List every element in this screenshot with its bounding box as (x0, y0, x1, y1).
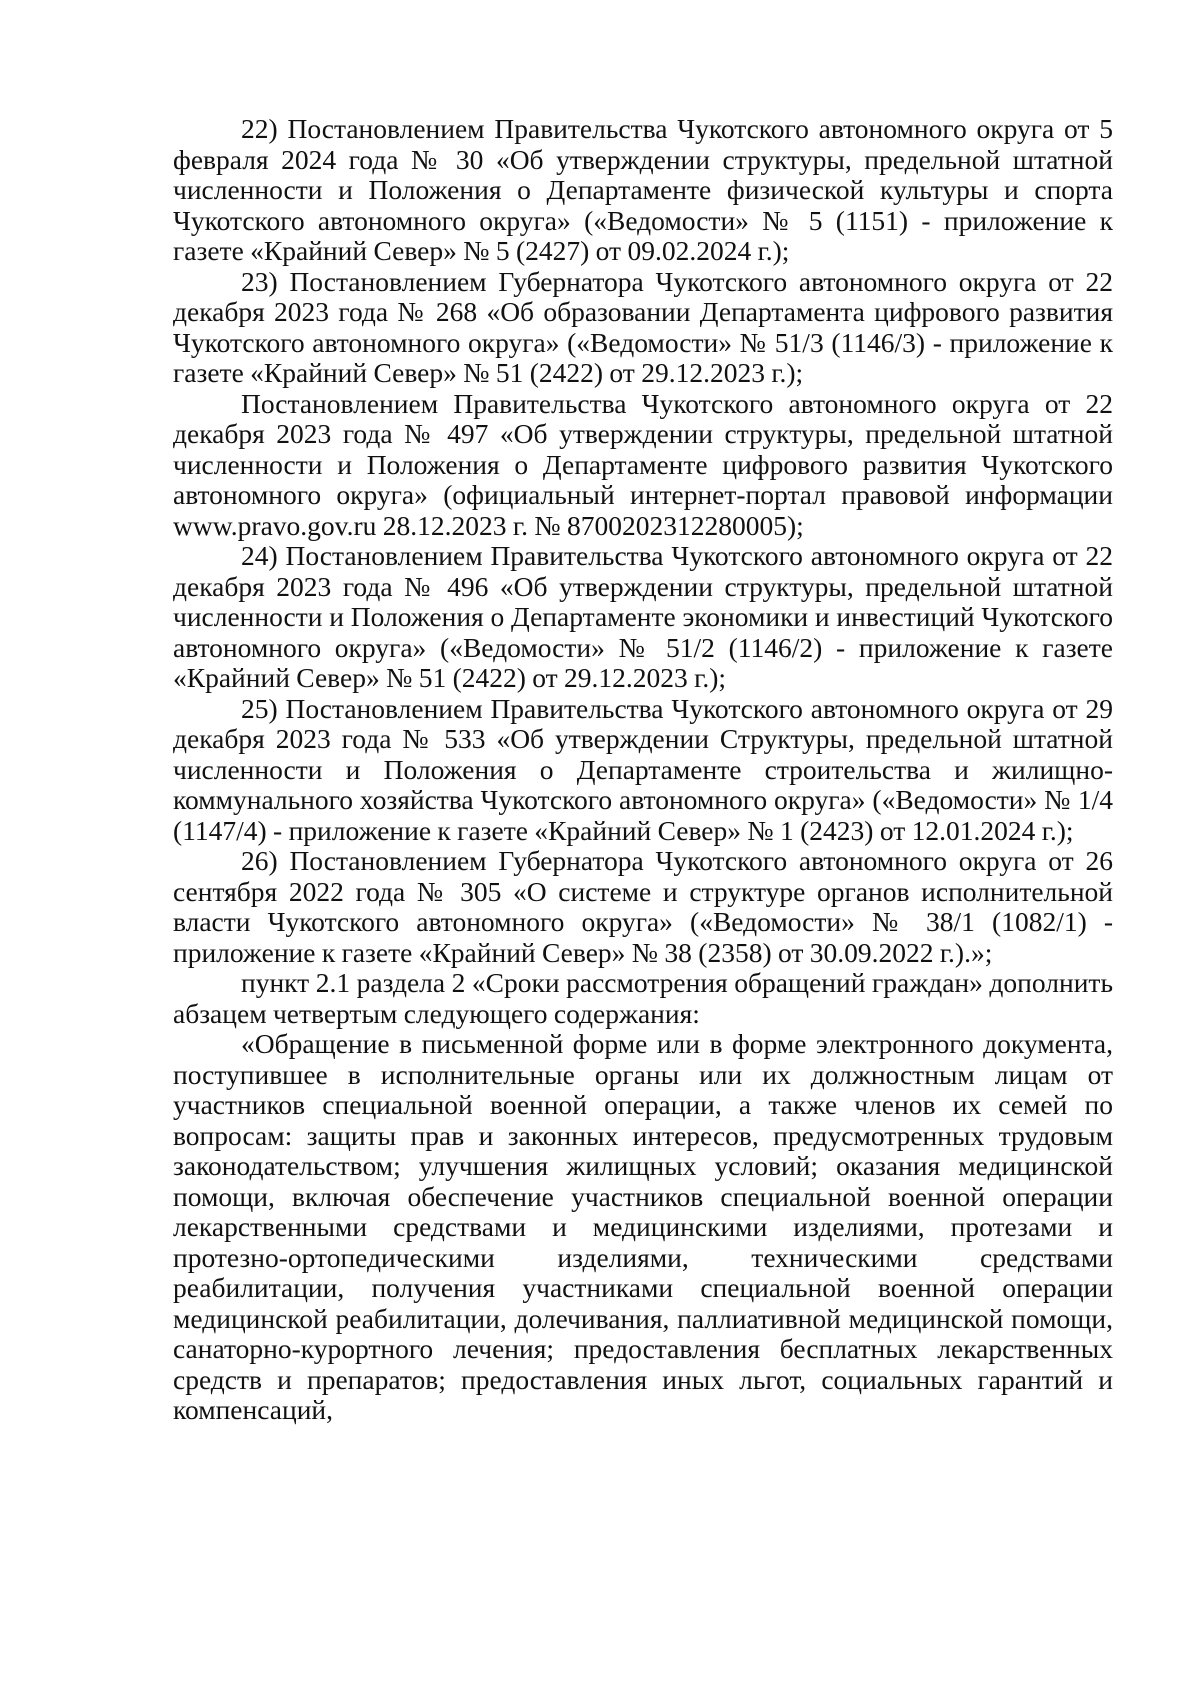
paragraph-item-23-continued: Постановлением Правительства Чукотского автономного округа от 22 декабря 2023 года № 497 «Об утверждении структуры, предельной штатной численности и Положения о Департаменте цифрового развития Чукотского автономного округа» (официальный интернет-портал правовой информации www.pravo.gov.ru 28.12.2023 г. № 8700202312280005); (173, 387, 1113, 541)
paragraph-amendment-text: «Обращение в письменной форме или в форме электронного документа, поступившее в исполнительные органы или их должностным лицам от участников специальной военной операции, а также членов их семей по вопросам: защиты прав и законных интересов, предусмотренных трудовым законодательством; улучшения жилищных условий; оказания медицинской помощи, включая обеспечение участников специальной военной операции лекарственными средствами и медицинскими изделиями, протезами и протезно-ортопедическими изделиями, техническими средствами реабилитации, получения участниками специальной военной операции медицинской реабилитации, долечивания, паллиативной медицинской помощи, санаторно-курортного лечения; предоставления бесплатных лекарственных средств и препаратов; предоставления иных льгот, социальных гарантий и компенсаций, (173, 1028, 1113, 1425)
paragraph-item-23: 23) Постановлением Губернатора Чукотского автономного округа от 22 декабря 2023 года № 268 «Об образовании Департамента цифрового развития Чукотского автономного округа» («Ведомости» № 51/3 (1146/3) - приложение к газете «Крайний Север» № 51 (2422) от 29.12.2023 г.); (173, 265, 1113, 388)
paragraph-item-26: 26) Постановлением Губернатора Чукотского автономного округа от 26 сентября 2022 года № 305 «О системе и структуре органов исполнительной власти Чукотского автономного округа» («Ведомости» № 38/1 (1082/1) - приложение к газете «Крайний Север» № 38 (2358) от 30.09.2022 г.).»; (173, 845, 1113, 968)
paragraph-amendment-clause: пункт 2.1 раздела 2 «Сроки рассмотрения обращений граждан» дополнить абзацем четвертым следующего содержания: (173, 967, 1113, 1029)
paragraph-item-25: 25) Постановлением Правительства Чукотского автономного округа от 29 декабря 2023 года № 533 «Об утверждении Структуры, предельной штатной численности и Положения о Департаменте строительства и жилищно-коммунального хозяйства Чукотского автономного округа» («Ведомости» № 1/4 (1147/4) - приложение к газете «Крайний Север» № 1 (2423) от 12.01.2024 г.); (173, 692, 1113, 846)
paragraph-item-22: 22) Постановлением Правительства Чукотского автономного округа от 5 февраля 2024 года № 30 «Об утверждении структуры, предельной штатной численности и Положения о Департаменте физической культуры и спорта Чукотского автономного округа» («Ведомости» № 5 (1151) - приложение к газете «Крайний Север» № 5 (2427) от 09.02.2024 г.); (173, 113, 1113, 266)
paragraph-item-24: 24) Постановлением Правительства Чукотского автономного округа от 22 декабря 2023 года № 496 «Об утверждении структуры, предельной штатной численности и Положения о Департаменте экономики и инвестиций Чукотского автономного округа» («Ведомости» № 51/2 (1146/2) - приложение к газете «Крайний Север» № 51 (2422) от 29.12.2023 г.); (173, 540, 1113, 693)
document-body (173, 114, 1113, 1426)
